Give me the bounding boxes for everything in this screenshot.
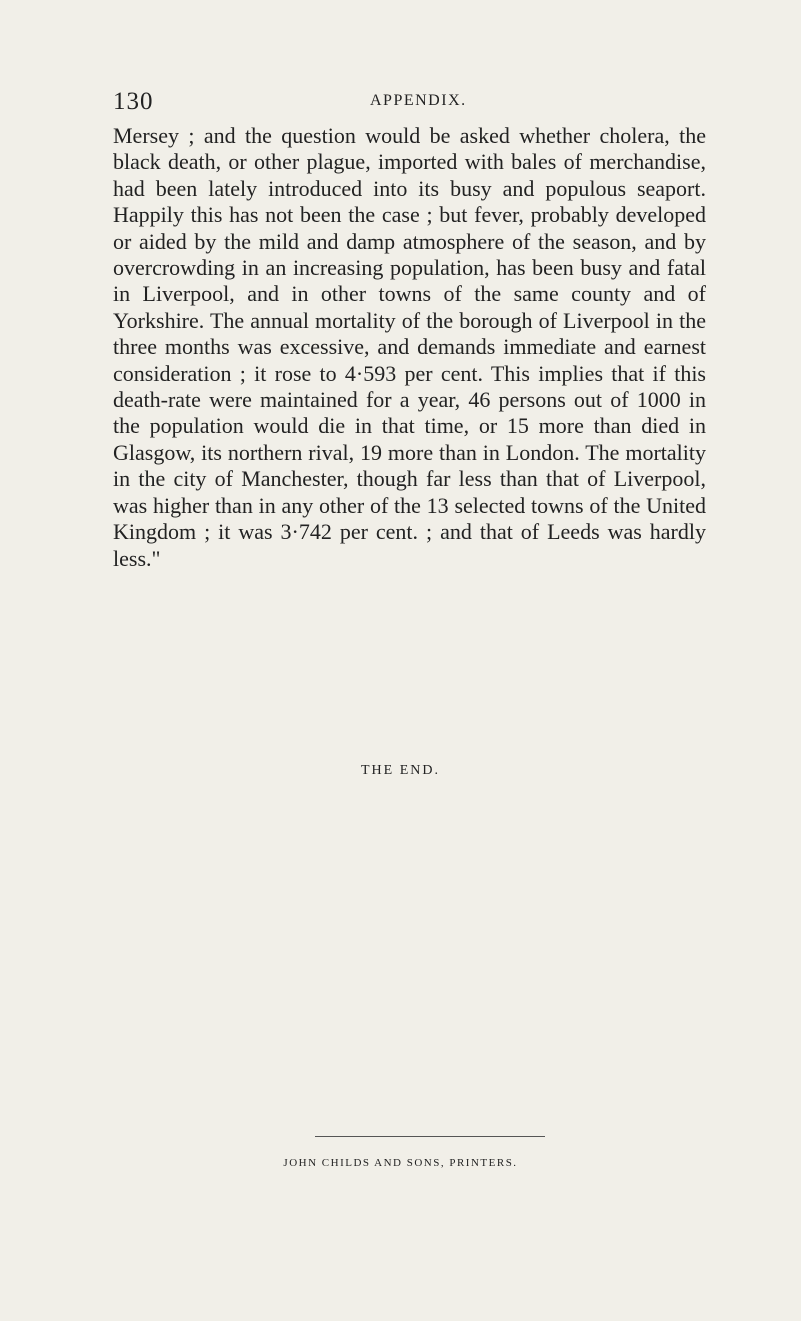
body-paragraph: Mersey ; and the question would be asked whether cholera, the black death, or other plague, imported with bales of merchandise, had been lately introduced into its busy and populous seaport. Happily this has not been the case ; but fever, probably developed or aided by the mild and damp atmosphere of the season, and by overcrowding in an increasing population, has been busy and fatal in Liverpool, and in other towns of the same county and of Yorkshire. The annual mortality of the borough of Liverpool in the three months was excessive, and demands immediate and earnest consideration ; it rose to 4·593 per cent. This implies that if this death-rate were maintained for a year, 46 persons out of 1000 in the population would die in that time, or 15 more than died in Glasgow, its northern rival, 19 more than in London. The mortality in the city of Manchester, though far less than that of Liverpool, was higher than in any other of the 13 selected towns of the United Kingdom ; it was 3·742 per cent. ; and that of Leeds was hardly less." [113, 123, 706, 571]
printer-imprint: JOHN CHILDS AND SONS, PRINTERS. [283, 1157, 518, 1169]
page-header [0, 88, 801, 118]
body-text [113, 123, 706, 572]
the-end-heading: THE END. [361, 763, 440, 778]
page-number: 130 [113, 88, 154, 115]
imprint-rule [315, 1136, 545, 1137]
running-head: APPENDIX. [370, 92, 467, 109]
